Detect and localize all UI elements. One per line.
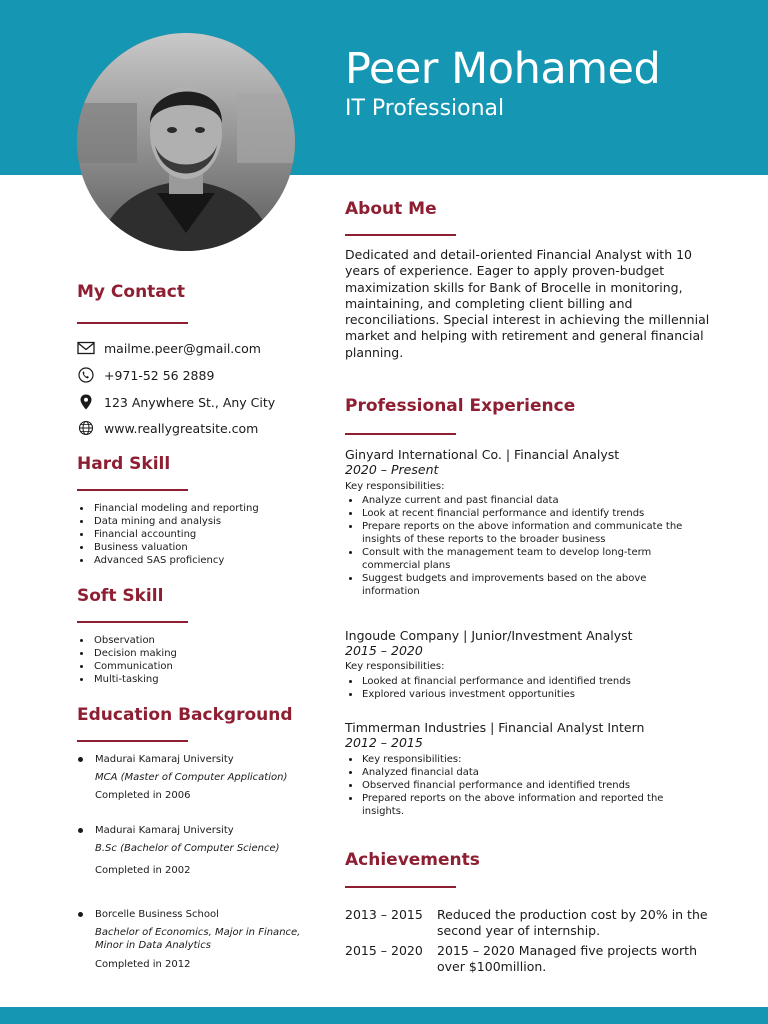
education-degree: MCA (Master of Computer Application) (95, 772, 288, 783)
education-degree: B.Sc (Bachelor of Computer Science) (95, 843, 280, 854)
list-item: Prepare reports on the above information and communicate the insights of these reports to the broader business (345, 520, 705, 546)
contact-address (77, 393, 275, 411)
education-completed: Completed in 2012 (95, 959, 191, 970)
job-responsibilities (345, 494, 705, 598)
education-completed: Completed in 2002 (95, 865, 191, 876)
globe-icon (77, 420, 95, 436)
education-completed: Completed in 2006 (95, 790, 191, 801)
contact-address-text: 123 Anywhere St., Any City (104, 394, 276, 410)
achievement-years: 2015 – 2020 (345, 943, 423, 958)
contact-phone-text: +971-52 56 2889 (104, 367, 215, 383)
list-item: Decision making (77, 647, 177, 660)
location-pin-icon (77, 394, 95, 410)
list-item: Business valuation (77, 541, 259, 554)
experience-heading: Professional Experience (345, 396, 576, 416)
list-item: Suggest budgets and improvements based on the above information (345, 572, 705, 598)
list-item: Prepared reports on the above information and reported the insights. (345, 792, 705, 818)
list-item: Communication (77, 660, 177, 673)
contact-heading: My Contact (77, 282, 185, 302)
job-responsibilities (345, 753, 705, 818)
education-heading: Education Background (77, 705, 293, 725)
job-dates: 2020 – Present (345, 462, 439, 477)
list-item: Analyzed financial data (345, 766, 705, 779)
achievements-heading: Achievements (345, 850, 480, 870)
person-name: Peer Mohamed (345, 44, 661, 94)
achievement-years: 2013 – 2015 (345, 907, 423, 922)
about-heading: About Me (345, 199, 437, 219)
job-responsibilities-label: Key responsibilities: (345, 661, 445, 672)
list-item: Explored various investment opportunities (345, 688, 705, 701)
experience-divider (345, 433, 456, 435)
achievement-text: Reduced the production cost by 20% in the second year of internship. (437, 907, 708, 939)
education-entry (77, 753, 317, 802)
job-dates: 2012 – 2015 (345, 735, 423, 750)
list-item: Financial modeling and reporting (77, 502, 259, 515)
education-entry (77, 908, 317, 971)
achievement-text: 2015 – 2020 Managed five projects worth over $100million. (437, 943, 697, 975)
phone-icon (77, 367, 95, 383)
list-item: Data mining and analysis (77, 515, 259, 528)
job-title: Ginyard International Co. | Financial Analyst (345, 447, 620, 462)
soft-skill-list (77, 634, 177, 686)
about-divider (345, 234, 456, 236)
hard-skill-list (77, 502, 259, 567)
list-item: Key responsibilities: (345, 753, 705, 766)
list-item: Consult with the management team to develop long-term commercial plans (345, 546, 705, 572)
achievements-divider (345, 886, 456, 888)
list-item: Multi-tasking (77, 673, 177, 686)
contact-phone[interactable] (77, 366, 214, 384)
soft-skill-divider (77, 621, 188, 623)
education-institution: Madurai Kamaraj University (95, 754, 234, 765)
achievement-row (345, 943, 715, 976)
list-item: Observation (77, 634, 177, 647)
education-degree: Bachelor of Economics, Major in Finance, Minor in Data Analytics (95, 927, 301, 951)
contact-divider (77, 322, 188, 324)
hard-skill-divider (77, 489, 188, 491)
job-responsibilities-label: Key responsibilities: (345, 481, 445, 492)
achievement-row (345, 907, 715, 940)
education-institution: Madurai Kamaraj University (95, 825, 234, 836)
soft-skill-heading: Soft Skill (77, 586, 164, 606)
about-text: Dedicated and detail-oriented Financial Analyst with 10 years of experience. Eager to apply proven-budget maximization skills for Bank of Brocelle in monitoring, maintaining, and completing client billing and reconciliations. Special interest in achieving the millennial market and helping with retirement and general financial planning. (345, 247, 710, 360)
list-item: Looked at financial performance and identified trends (345, 675, 705, 688)
bullet-icon (78, 828, 83, 833)
email-icon (77, 340, 95, 356)
list-item: Advanced SAS proficiency (77, 554, 259, 567)
contact-email[interactable] (77, 339, 261, 357)
bullet-icon (78, 912, 83, 917)
profile-photo (77, 33, 295, 251)
contact-website-text: www.reallygreatsite.com (104, 420, 259, 436)
job-title: Timmerman Industries | Financial Analyst Intern (345, 720, 645, 735)
person-role: IT Professional (345, 96, 505, 121)
footer-band (0, 1007, 768, 1024)
list-item: Analyze current and past financial data (345, 494, 705, 507)
list-item: Financial accounting (77, 528, 259, 541)
job-title: Ingoude Company | Junior/Investment Analyst (345, 628, 633, 643)
job-dates: 2015 – 2020 (345, 643, 423, 658)
contact-email-text: mailme.peer@gmail.com (104, 340, 261, 356)
hard-skill-heading: Hard Skill (77, 454, 171, 474)
list-item: Look at recent financial performance and identify trends (345, 507, 705, 520)
education-institution: Borcelle Business School (95, 909, 219, 920)
education-divider (77, 740, 188, 742)
contact-website[interactable] (77, 419, 258, 437)
bullet-icon (78, 757, 83, 762)
list-item: Observed financial performance and identified trends (345, 779, 705, 792)
education-entry (77, 824, 317, 877)
job-responsibilities (345, 675, 705, 701)
